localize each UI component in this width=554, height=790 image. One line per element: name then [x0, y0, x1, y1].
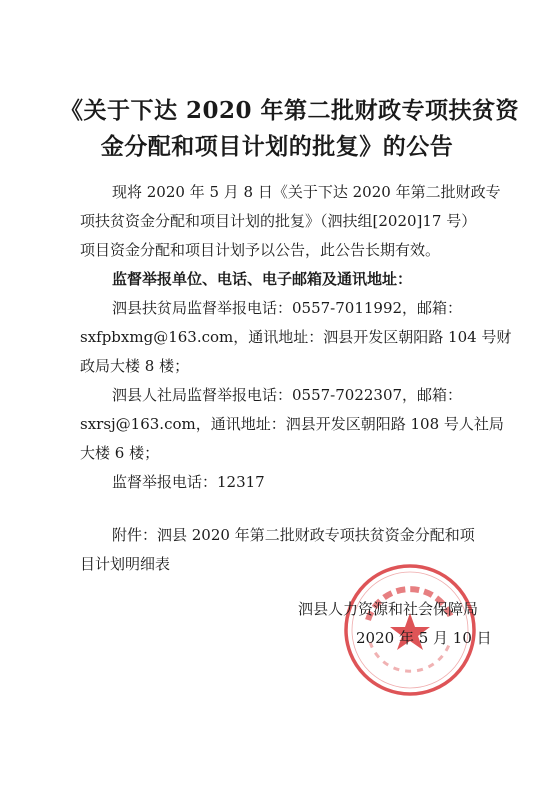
document-title: [60, 93, 520, 165]
attachment-line-1: 附件：泗县 2020 年第二批财政专项扶贫资金分配和项: [112, 526, 475, 544]
fpj-line-1: 泗县扶贫局监督举报电话：0557-7011992，邮箱：: [112, 299, 463, 317]
fpj-line-3: 政局大楼 8 楼；: [80, 357, 190, 375]
rsj-line-3: 大楼 6 楼；: [80, 444, 160, 462]
rsj-line-1: 泗县人社局监督举报电话：0557-7022307，邮箱：: [112, 386, 463, 404]
paragraph-1-line-3: 项目资金分配和项目计划予以公告，此公告长期有效。: [80, 241, 441, 259]
hotline: 监督举报电话：12317: [112, 473, 265, 491]
title-line-2: 金分配和项目计划的批复》的公告: [100, 133, 454, 160]
fpj-line-2: sxfpbxmg@163.com，通讯地址：泗县开发区朝阳路 104 号财: [80, 328, 512, 346]
signature-organization: 泗县人力资源和社会保障局: [298, 600, 479, 618]
paragraph-1-line-1: 现将 2020 年 5 月 8 日《关于下达 2020 年第二批财政专: [112, 183, 501, 201]
attachment-line-2: 目计划明细表: [80, 555, 171, 573]
title-line-1: 《关于下达 2020 年第二批财政专项扶贫资: [60, 97, 520, 124]
paragraph-1-line-2: 项扶贫资金分配和项目计划的批复》（泗扶组[2020]17 号）: [80, 212, 477, 230]
supervision-heading: 监督举报单位、电话、电子邮箱及通讯地址：: [112, 270, 413, 288]
rsj-line-2: sxrsj@163.com，通讯地址：泗县开发区朝阳路 108 号人社局: [80, 415, 504, 433]
signature-date: 2020 年 5 月 10 日: [356, 629, 492, 647]
